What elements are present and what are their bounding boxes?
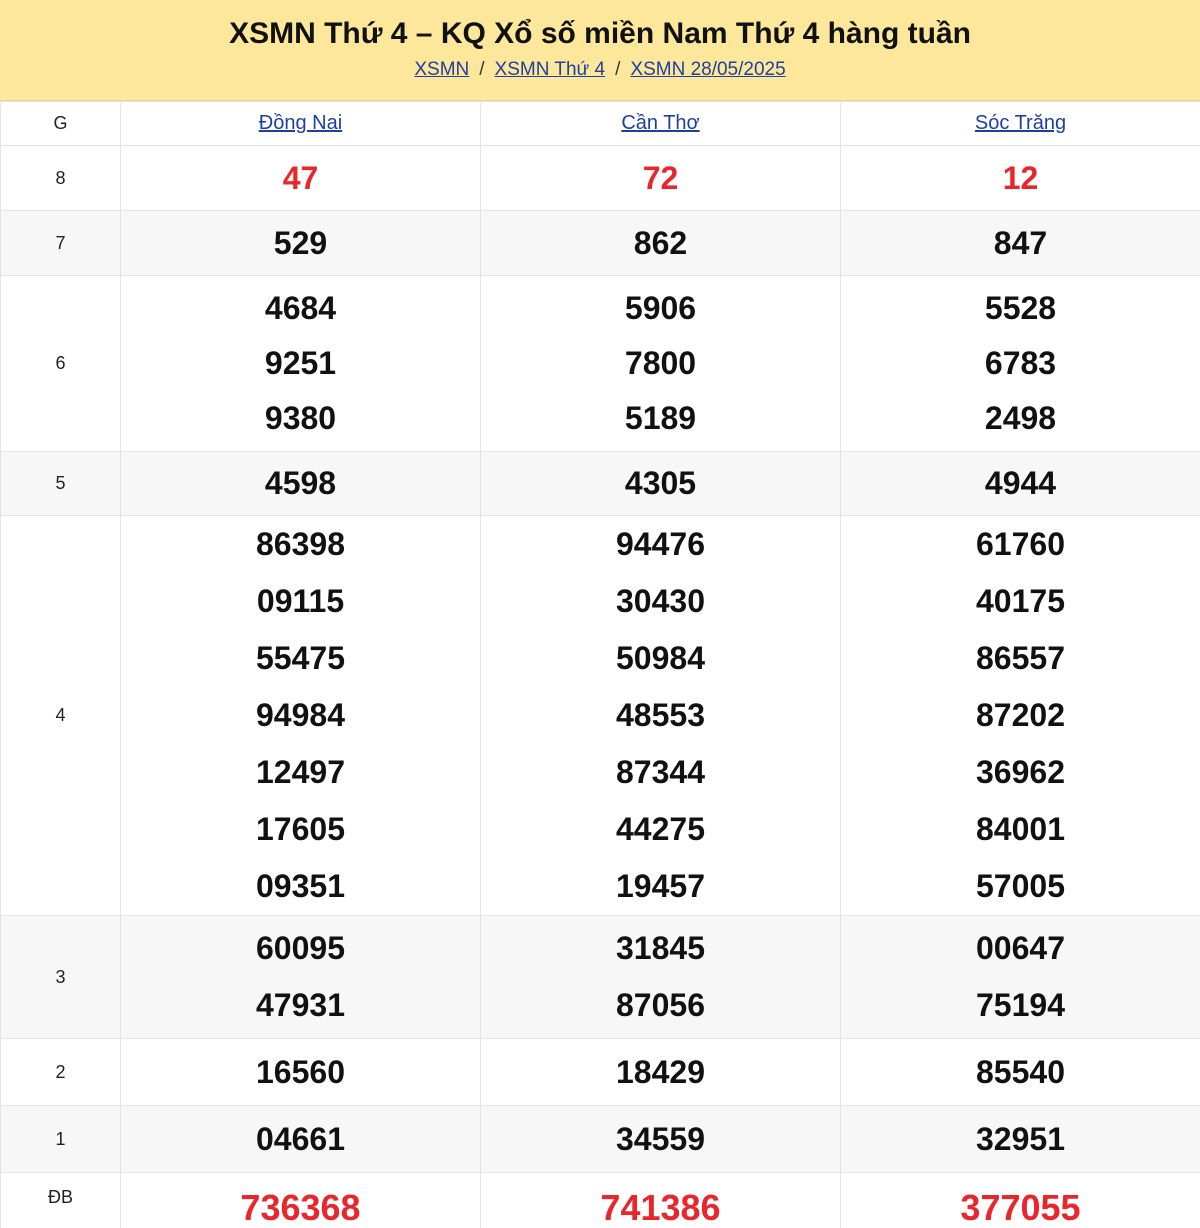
result-number: 60095 [256,930,345,966]
result-cell [121,452,481,516]
special-prize-number: 741386 [600,1187,721,1228]
result-number: 87202 [976,697,1065,733]
table-row [1,146,1200,211]
prize-column-header: G [1,102,121,146]
breadcrumb-xsmn-thu-4[interactable]: XSMN Thứ 4 [494,59,606,80]
prize-label: 3 [1,916,121,1039]
result-number: 44275 [616,811,705,847]
result-number: 5906 [624,290,697,326]
prize-label: ĐB [1,1173,121,1228]
result-number: 87344 [616,754,705,790]
result-cell [481,1173,841,1228]
result-cell [481,916,841,1039]
prize-label: 2 [1,1039,121,1106]
result-cell [121,276,481,452]
table-row [1,516,1200,916]
result-cell [481,211,841,276]
breadcrumb-separator: / [479,59,485,80]
table-row [1,452,1200,516]
result-number: 32951 [976,1120,1065,1157]
table-row-special-prize [1,1173,1200,1228]
result-number: 40175 [976,583,1065,619]
result-number: 47931 [256,987,345,1023]
province-link-soc-trang[interactable]: Sóc Trăng [974,112,1067,134]
result-cell [841,916,1200,1039]
result-number: 7800 [624,345,697,381]
result-number: 50984 [616,640,705,676]
result-number: 9251 [264,345,337,381]
result-number: 47 [282,159,319,196]
result-number: 30430 [616,583,705,619]
prize-label: 8 [1,146,121,211]
result-number: 61760 [976,526,1065,562]
result-cell [121,146,481,211]
result-cell [841,1039,1200,1106]
result-number: 4305 [624,465,697,501]
prize-label: 7 [1,211,121,276]
result-number: 2498 [984,400,1057,436]
breadcrumb-separator: / [615,59,621,80]
result-number: 16560 [256,1053,345,1090]
result-cell [841,1106,1200,1173]
result-number: 94984 [256,697,345,733]
result-cell [121,1106,481,1173]
result-number: 00647 [976,930,1065,966]
result-number: 12497 [256,754,345,790]
result-number: 529 [273,224,328,261]
result-number: 48553 [616,697,705,733]
result-number: 19457 [616,868,705,904]
result-number: 5189 [624,400,697,436]
special-prize-number: 736368 [240,1187,361,1228]
result-number: 57005 [976,868,1065,904]
result-cell [121,516,481,916]
result-cell [121,211,481,276]
province-header [121,102,481,146]
result-cell [121,916,481,1039]
result-number: 09115 [256,583,345,619]
breadcrumb-xsmn[interactable]: XSMN [414,59,470,80]
result-number: 86398 [256,526,345,562]
result-number: 34559 [616,1120,705,1157]
province-header [481,102,841,146]
result-number: 72 [642,159,679,196]
result-cell [481,276,841,452]
result-number: 84001 [976,811,1065,847]
result-number: 85540 [976,1053,1065,1090]
prize-label: 5 [1,452,121,516]
result-number: 87056 [616,987,705,1023]
result-number: 04661 [256,1120,345,1157]
result-number: 18429 [616,1053,705,1090]
page-title: XSMN Thứ 4 – KQ Xổ số miền Nam Thứ 4 hàng tuần [229,17,971,50]
table-row [1,1106,1200,1173]
result-number: 75194 [976,987,1065,1023]
prize-label: 4 [1,516,121,916]
result-cell [481,452,841,516]
result-number: 55475 [256,640,345,676]
result-number: 847 [993,224,1048,261]
result-number: 4944 [984,465,1057,501]
table-row [1,211,1200,276]
province-header [841,102,1200,146]
results-header [0,0,1200,101]
province-link-can-tho[interactable]: Cần Thơ [621,112,700,134]
prize-label: 6 [1,276,121,452]
result-number: 86557 [976,640,1065,676]
table-row [1,1039,1200,1106]
breadcrumb-xsmn-date[interactable]: XSMN 28/05/2025 [630,59,786,80]
result-cell [481,1106,841,1173]
prize-label: 1 [1,1106,121,1173]
result-number: 6783 [984,345,1057,381]
result-number: 94476 [616,526,705,562]
table-row [1,916,1200,1039]
result-cell [121,1039,481,1106]
result-number: 12 [1002,159,1039,196]
result-cell [841,276,1200,452]
result-number: 17605 [256,811,345,847]
result-number: 5528 [984,290,1057,326]
result-number: 31845 [616,930,705,966]
result-number: 4598 [264,465,337,501]
province-link-dong-nai[interactable]: Đồng Nai [258,112,343,134]
result-number: 36962 [976,754,1065,790]
result-number: 9380 [264,400,337,436]
result-cell [841,452,1200,516]
result-cell [481,1039,841,1106]
result-cell [121,1173,481,1228]
result-number: 862 [633,224,688,261]
results-table [0,101,1200,1228]
table-row [1,276,1200,452]
table-header-row [1,102,1200,146]
result-cell [841,146,1200,211]
result-number: 4684 [264,290,337,326]
result-cell [481,516,841,916]
result-cell [841,516,1200,916]
breadcrumb [0,58,1200,82]
result-cell [481,146,841,211]
special-prize-number: 377055 [960,1187,1081,1228]
result-number: 09351 [256,868,345,904]
result-cell [841,1173,1200,1228]
result-cell [841,211,1200,276]
